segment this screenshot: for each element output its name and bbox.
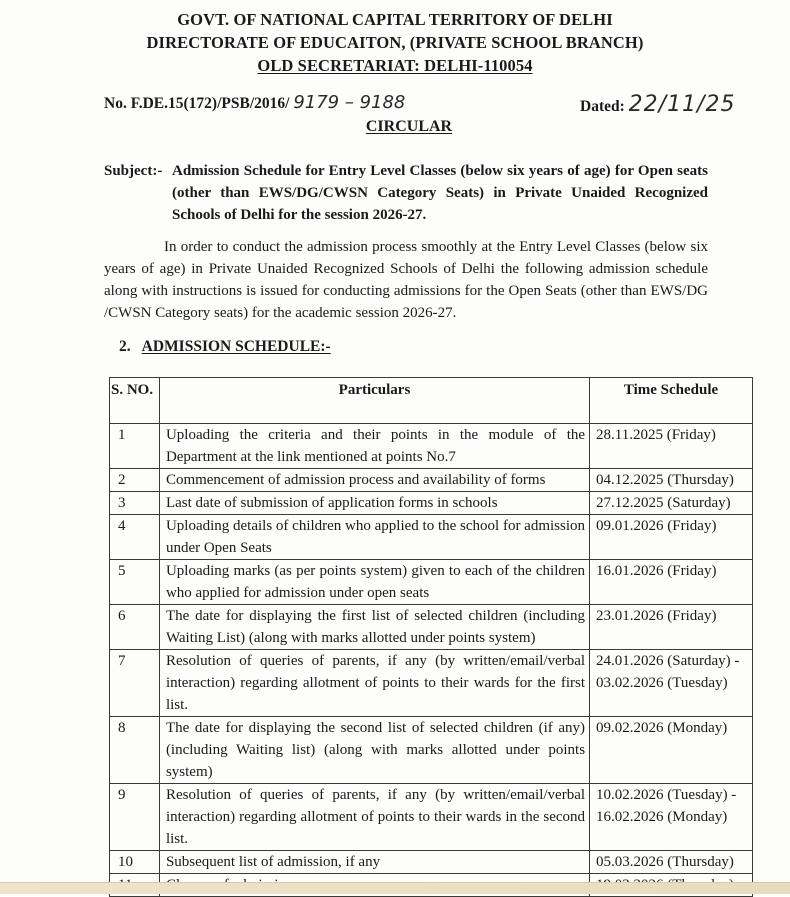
row-time: 16.01.2026 (Friday) (590, 560, 753, 605)
table-row (110, 515, 753, 560)
table-row (110, 605, 753, 650)
table-row (110, 469, 753, 492)
row-time: 04.12.2025 (Thursday) (590, 469, 753, 492)
row-time: 09.01.2026 (Friday) (590, 515, 753, 560)
subject-text: Admission Schedule for Entry Level Classes (below six years of age) for Open seats (other than EWS/DG/CWSN Category Seats) in Private Unaided Recognized Schools of Delhi for the session 2026-27. (172, 163, 708, 223)
dated-label: Dated: (580, 98, 625, 115)
table-row (110, 424, 753, 469)
row-sno: 7 (110, 650, 160, 717)
row-particulars: Uploading marks (as per points system) given to each of the children who applied for admission under open seats (159, 560, 589, 605)
row-particulars: Uploading the criteria and their points in the module of the Department at the link mentioned at points No.7 (159, 424, 589, 469)
table-row (110, 851, 753, 874)
row-particulars: Uploading details of children who applied to the school for admission under Open Seats (159, 515, 589, 560)
dated (580, 92, 735, 117)
row-sno: 6 (110, 605, 160, 650)
dated-handwritten: 22/11/25 (628, 92, 736, 117)
intro-paragraph: In order to conduct the admission process smoothly at the Entry Level Classes (below six years of age) in Private Unaided Recognized Schools of Delhi the following admission schedule along with instructions is issued for conducting admissions for the Open Seats (other than EWS/DG /CWSN Category seats) for the academic session 2026-27. (104, 239, 708, 321)
subject-label: Subject:- (104, 163, 163, 179)
row-sno: 1 (110, 424, 160, 469)
reference-number (104, 92, 405, 113)
row-sno: 3 (110, 492, 160, 515)
row-sno: 8 (110, 717, 160, 784)
document-title: CIRCULAR (365, 118, 453, 135)
row-particulars: Subsequent list of admission, if any (159, 851, 589, 874)
row-time: 27.12.2025 (Saturday) (590, 492, 753, 515)
row-sno: 9 (110, 784, 160, 851)
admission-schedule-table (109, 377, 753, 897)
row-sno: 2 (110, 469, 160, 492)
table-row (110, 560, 753, 605)
row-particulars: Resolution of queries of parents, if any (by written/email/verbal interaction) regarding allotment of points to their wards in the second list. (159, 784, 589, 851)
header-particulars: Particulars (159, 378, 589, 424)
row-particulars: The date for displaying the first list of selected children (including Waiting List) (along with marks allotted under points system) (159, 605, 589, 650)
letterhead-address: OLD SECRETARIAT: DELHI-110054 (257, 56, 533, 75)
table-row (110, 717, 753, 784)
letterhead-directorate: DIRECTORATE OF EDUCAITON, (PRIVATE SCHOOL BRANCH) (146, 33, 644, 52)
reference-number-handwritten: 9179 – 9188 (293, 92, 406, 113)
row-particulars: Commencement of admission process and availability of forms (159, 469, 589, 492)
page-bottom-edge (0, 882, 790, 894)
row-sno: 4 (110, 515, 160, 560)
row-time: 10.02.2026 (Tuesday) - 16.02.2026 (Monday) (590, 784, 753, 851)
section-heading (119, 338, 331, 356)
row-time: 09.02.2026 (Monday) (590, 717, 753, 784)
reference-number-printed: No. F.DE.15(172)/PSB/2016/ (104, 95, 290, 112)
row-particulars: Last date of submission of application forms in schools (159, 492, 589, 515)
subject (104, 160, 708, 226)
row-particulars: Resolution of queries of parents, if any (by written/email/verbal interaction) regarding allotment of points to their wards for the first list. (159, 650, 589, 717)
row-time: 05.03.2026 (Thursday) (590, 851, 753, 874)
table-row (110, 650, 753, 717)
header-sno: S. NO. (110, 378, 160, 424)
table-row (110, 492, 753, 515)
row-time: 28.11.2025 (Friday) (590, 424, 753, 469)
row-sno: 5 (110, 560, 160, 605)
section-number: 2. (119, 338, 131, 355)
letterhead-government: GOVT. OF NATIONAL CAPITAL TERRITORY OF DELHI (177, 10, 613, 29)
section-title: ADMISSION SCHEDULE:- (141, 338, 331, 355)
row-sno: 10 (110, 851, 160, 874)
row-time: 23.01.2026 (Friday) (590, 605, 753, 650)
row-particulars: The date for displaying the second list of selected children (if any) (including Waiting list) (along with marks allotted under points system) (159, 717, 589, 784)
table-row (110, 784, 753, 851)
header-time-schedule: Time Schedule (590, 378, 753, 424)
table-header-row (110, 378, 753, 424)
letterhead (0, 8, 790, 77)
row-time: 24.01.2026 (Saturday) - 03.02.2026 (Tuesday) (590, 650, 753, 717)
